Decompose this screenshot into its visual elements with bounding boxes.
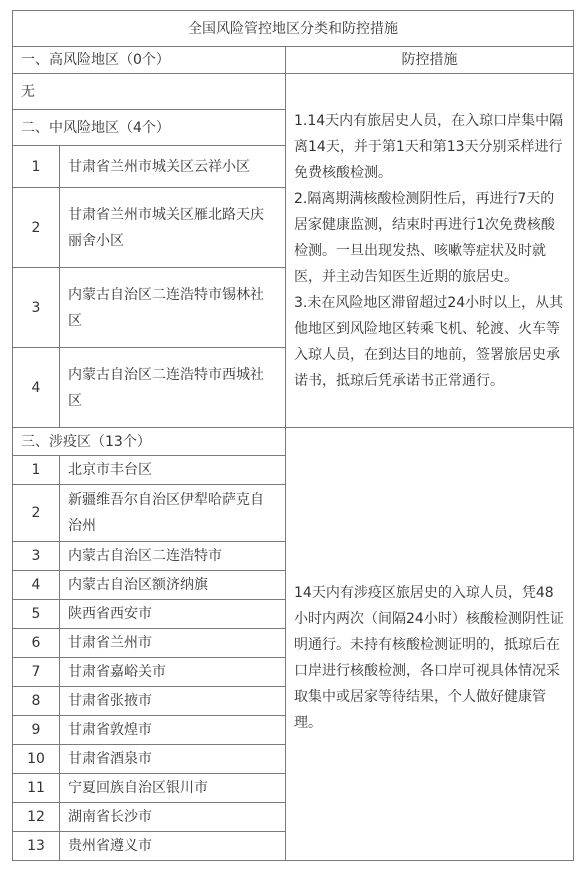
area-name: 贵州省遵义市: [60, 832, 286, 861]
area-name: 内蒙古自治区二连浩特市锡林社区: [60, 268, 286, 348]
row-number: 6: [13, 629, 60, 658]
area-name: 甘肃省兰州市: [60, 629, 286, 658]
area-name: 内蒙古自治区二连浩特市: [60, 542, 286, 571]
row-number: 9: [13, 716, 60, 745]
area-name: 甘肃省兰州市城关区雁北路天庆丽舍小区: [60, 188, 286, 268]
area-name: 甘肃省嘉峪关市: [60, 658, 286, 687]
area-name: 内蒙古自治区二连浩特市西城社区: [60, 348, 286, 428]
row-number: 10: [13, 745, 60, 774]
row-number: 7: [13, 658, 60, 687]
area-name: 宁夏回族自治区银川市: [60, 774, 286, 803]
row-number: 3: [13, 268, 60, 348]
row-number: 3: [13, 542, 60, 571]
row-number: 13: [13, 832, 60, 861]
area-name: 甘肃省敦煌市: [60, 716, 286, 745]
row-number: 11: [13, 774, 60, 803]
row-number: 2: [13, 188, 60, 268]
risk-area-table: [12, 10, 574, 861]
table-title: 全国风险管控地区分类和防控措施: [13, 11, 574, 47]
area-name: 内蒙古自治区额济纳旗: [60, 571, 286, 600]
measures-header: 防控措施: [286, 47, 574, 74]
row-number: 4: [13, 348, 60, 428]
row-number: 2: [13, 485, 60, 542]
row-number: 5: [13, 600, 60, 629]
area-name: 新疆维吾尔自治区伊犁哈萨克自治州: [60, 485, 286, 542]
row-number: 4: [13, 571, 60, 600]
area-name: 甘肃省酒泉市: [60, 745, 286, 774]
row-number: 1: [13, 456, 60, 485]
medium-risk-measures: [286, 74, 574, 428]
row-number: 12: [13, 803, 60, 832]
area-name: 陕西省西安市: [60, 600, 286, 629]
high-risk-none: 无: [13, 74, 286, 110]
measure-item: 2.隔离期满核酸检测阴性后，再进行7天的居家健康监测，结束时再进行1次免费核酸检测。一旦出现发热、咳嗽等症状及时就医，并主动告知医生近期的旅居史。: [294, 190, 555, 285]
area-name: 甘肃省张掖市: [60, 687, 286, 716]
high-risk-header: 一、高风险地区（0个）: [13, 47, 286, 74]
measure-item: 1.14天内有旅居史人员，在入琼口岸集中隔离14天，并于第1天和第13天分别采样进行免费核酸检测。: [294, 112, 564, 181]
medium-risk-header: 二、中风险地区（4个）: [13, 110, 286, 146]
area-name: 北京市丰台区: [60, 456, 286, 485]
measure-item: 3.未在风险地区滞留超过24小时以上，从其他地区到风险地区转乘飞机、轮渡、火车等入琼人员，在到达目的地前，签署旅居史承诺书，抵琼后凭承诺书正常通行。: [294, 294, 564, 389]
epidemic-header: 三、涉疫区（13个）: [13, 428, 286, 456]
row-number: 1: [13, 146, 60, 188]
area-name: 湖南省长沙市: [60, 803, 286, 832]
area-name: 甘肃省兰州市城关区云祥小区: [60, 146, 286, 188]
epidemic-header-spacer: [286, 428, 574, 456]
table-row: [13, 456, 574, 485]
row-number: 8: [13, 687, 60, 716]
epidemic-measures: 14天内有涉疫区旅居史的入琼人员，凭48小时内两次（间隔24小时）核酸检测阴性证明通行。未持有核酸检测证明的，抵琼后在口岸进行核酸检测，各口岸可视具体情况采取集中或居家等待结果，个人做好健康管理。: [286, 456, 574, 861]
